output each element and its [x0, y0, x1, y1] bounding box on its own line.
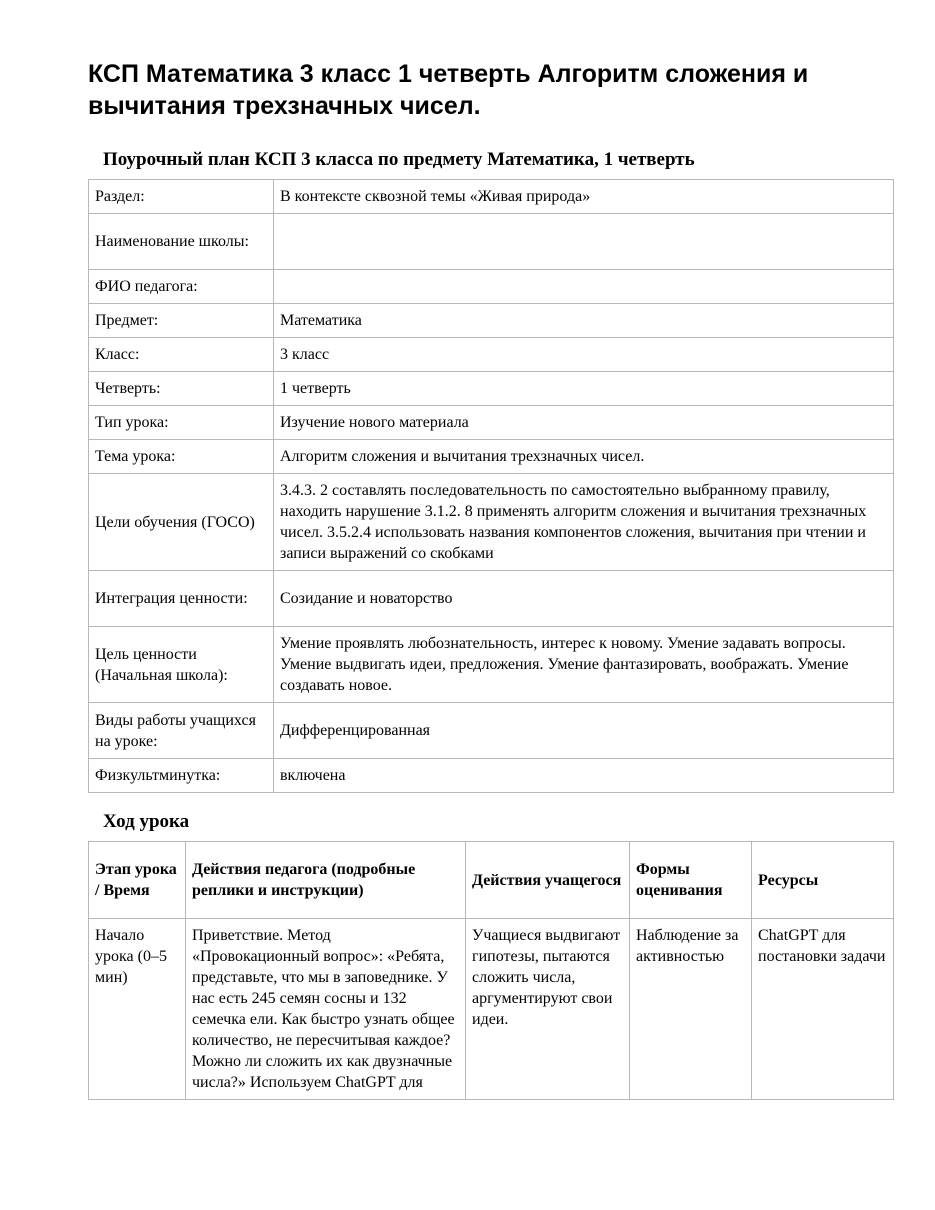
plan-heading: Поурочный план КСП 3 класса по предмету Математика, 1 четверть	[103, 149, 695, 170]
plan-row-value-integration	[89, 571, 894, 627]
plan-row-section	[89, 180, 894, 214]
plan-label: Цели обучения (ГОСО)	[89, 474, 274, 571]
plan-value	[274, 214, 894, 270]
plan-table	[88, 179, 894, 793]
plan-value	[274, 270, 894, 304]
document-page	[88, 58, 893, 1100]
plan-value: В контексте сквозной темы «Живая природа»	[274, 180, 894, 214]
plan-value: 3 класс	[274, 338, 894, 372]
lesson-student-actions: Учащиеся выдвигают гипотезы, пытаются сложить числа, аргументируют свои идеи.	[466, 919, 630, 1100]
plan-value: включена	[274, 759, 894, 793]
plan-label: Интеграция ценности:	[89, 571, 274, 627]
header-resources: Ресурсы	[752, 842, 894, 919]
header-student-actions: Действия учащегося	[466, 842, 630, 919]
plan-label: Тема урока:	[89, 440, 274, 474]
plan-row-lesson-type	[89, 406, 894, 440]
plan-row-teacher	[89, 270, 894, 304]
lesson-assessment: Наблюдение за активностью	[630, 919, 752, 1100]
plan-value: Изучение нового материала	[274, 406, 894, 440]
plan-row-grade	[89, 338, 894, 372]
header-assessment: Формы оценивания	[630, 842, 752, 919]
plan-value: Математика	[274, 304, 894, 338]
plan-row-quarter	[89, 372, 894, 406]
plan-label: Предмет:	[89, 304, 274, 338]
plan-label: Цель ценности (Начальная школа):	[89, 627, 274, 703]
plan-row-physical-break	[89, 759, 894, 793]
lesson-row	[89, 919, 894, 1100]
plan-row-school	[89, 214, 894, 270]
plan-value: 1 четверть	[274, 372, 894, 406]
plan-row-topic	[89, 440, 894, 474]
plan-label: Физкультминутка:	[89, 759, 274, 793]
plan-label: Раздел:	[89, 180, 274, 214]
plan-value: Алгоритм сложения и вычитания трехзначных чисел.	[274, 440, 894, 474]
plan-label: Наименование школы:	[89, 214, 274, 270]
plan-value: Умение проявлять любознательность, интерес к новому. Умение задавать вопросы. Умение выдвигать идеи, предложения. Умение фантазировать, воображать. Умение создавать новое.	[274, 627, 894, 703]
plan-row-subject	[89, 304, 894, 338]
plan-row-value-goal	[89, 627, 894, 703]
document-title: КСП Математика 3 класс 1 четверть Алгоритм сложения и вычитания трехзначных чисел.	[88, 60, 809, 120]
lesson-heading: Ход урока	[103, 811, 190, 832]
lesson-header-row	[89, 842, 894, 919]
lesson-table	[88, 841, 894, 1100]
plan-value: Дифференцированная	[274, 703, 894, 759]
plan-label: ФИО педагога:	[89, 270, 274, 304]
header-stage: Этап урока / Время	[89, 842, 186, 919]
plan-value: 3.4.3. 2 составлять последовательность по самостоятельно выбранному правилу, находить нарушение 3.1.2. 8 применять алгоритм сложения и вычитания трехзначных чисел. 3.5.2.4 использовать названия компонентов сложения, вычитания при чтении и записи выражений со скобками	[274, 474, 894, 571]
plan-label: Виды работы учащихся на уроке:	[89, 703, 274, 759]
lesson-stage: Начало урока (0–5 мин)	[89, 919, 186, 1100]
plan-value: Созидание и новаторство	[274, 571, 894, 627]
header-teacher-actions: Действия педагога (подробные реплики и инструкции)	[186, 842, 466, 919]
plan-label: Класс:	[89, 338, 274, 372]
plan-label: Четверть:	[89, 372, 274, 406]
plan-row-objectives	[89, 474, 894, 571]
lesson-teacher-actions: Приветствие. Метод «Провокационный вопрос»: «Ребята, представьте, что мы в заповеднике. У нас есть 245 семян сосны и 132 семечка ели. Как быстро узнать общее количество, не пересчитывая каждое? Можно ли сложить их как двузначные числа?» Используем ChatGPT для	[186, 919, 466, 1100]
plan-label: Тип урока:	[89, 406, 274, 440]
plan-row-work-types	[89, 703, 894, 759]
lesson-resources: ChatGPT для постановки задачи	[752, 919, 894, 1100]
